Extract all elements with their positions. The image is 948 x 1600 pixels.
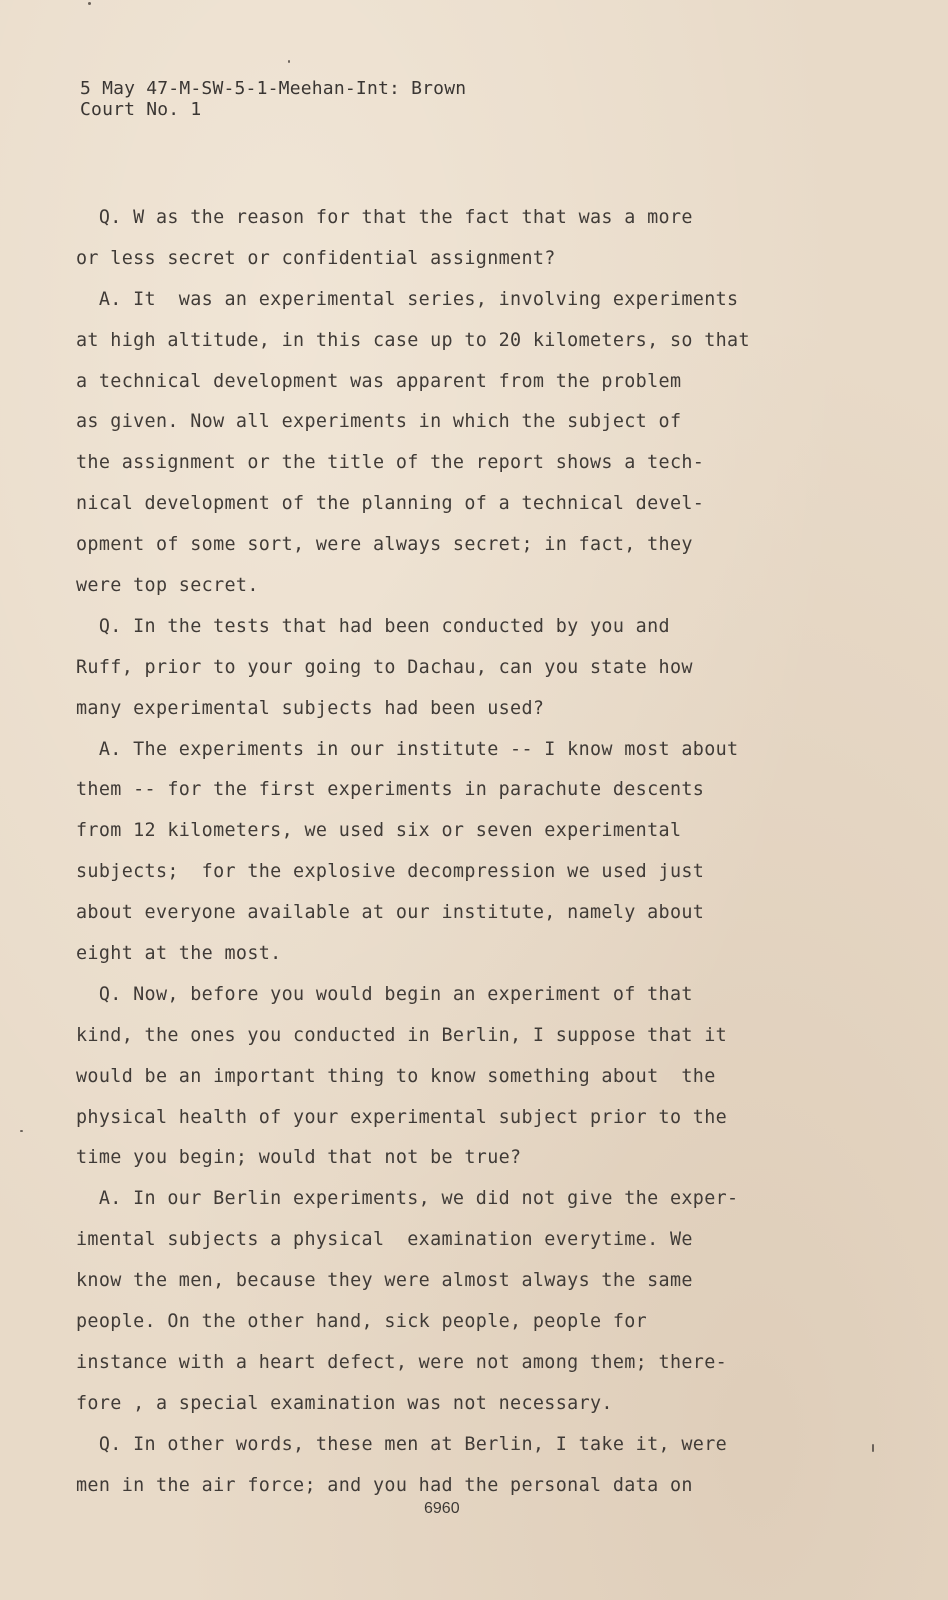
transcript-line: opment of some sort, were always secret; in fact, they bbox=[76, 534, 693, 556]
transcript-line: imental subjects a physical examination everytime. We bbox=[76, 1229, 693, 1251]
transcript-line: a technical development was apparent from the problem bbox=[76, 370, 682, 392]
header-court-line: Court No. 1 bbox=[80, 99, 202, 120]
paper-speck bbox=[20, 1130, 23, 1132]
transcript-line: nical development of the planning of a technical devel- bbox=[76, 493, 705, 515]
transcript-line: A. In our Berlin experiments, we did not give the exper- bbox=[76, 1188, 739, 1210]
transcript-line: time you begin; would that not be true? bbox=[76, 1147, 522, 1169]
transcript-line: as given. Now all experiments in which the subject of bbox=[76, 411, 682, 433]
transcript-line: Q. In the tests that had been conducted by you and bbox=[76, 615, 670, 637]
transcript-line: A. It was an experimental series, involving experiments bbox=[76, 288, 739, 310]
transcript-line: Q. W as the reason for that the fact that was a more bbox=[76, 207, 693, 228]
transcript-line: were top secret. bbox=[76, 575, 259, 597]
header-block bbox=[80, 78, 466, 120]
transcript-line: would be an important thing to know something about the bbox=[76, 1065, 716, 1087]
transcript-body bbox=[76, 198, 816, 1507]
transcript-line: Q. In other words, these men at Berlin, I take it, were bbox=[76, 1433, 728, 1455]
transcript-line: people. On the other hand, sick people, people for bbox=[76, 1311, 648, 1333]
transcript-line: kind, the ones you conducted in Berlin, I suppose that it bbox=[76, 1024, 728, 1046]
transcript-line: them -- for the first experiments in parachute descents bbox=[76, 779, 705, 801]
paper-speck bbox=[288, 60, 290, 63]
transcript-line: Q. Now, before you would begin an experiment of that bbox=[76, 983, 693, 1005]
transcript-line: about everyone available at our institute, namely about bbox=[76, 902, 705, 924]
transcript-line: men in the air force; and you had the personal data on bbox=[76, 1474, 693, 1496]
transcript-line: physical health of your experimental subject prior to the bbox=[76, 1106, 728, 1128]
transcript-line: fore , a special examination was not necessary. bbox=[76, 1392, 613, 1414]
transcript-line: or less secret or confidential assignment? bbox=[76, 247, 556, 269]
paper-speck bbox=[88, 2, 91, 5]
transcript-line: many experimental subjects had been used? bbox=[76, 697, 545, 719]
transcript-line: instance with a heart defect, were not among them; there- bbox=[76, 1351, 728, 1373]
header-case-line: 5 May 47-M-SW-5-1-Meehan-Int: Brown bbox=[80, 78, 467, 99]
page-number: 6960 bbox=[424, 1500, 460, 1517]
transcript-line: the assignment or the title of the report shows a tech- bbox=[76, 452, 705, 474]
transcript-line: Ruff, prior to your going to Dachau, can you state how bbox=[76, 656, 693, 678]
transcript-line: at high altitude, in this case up to 20 kilometers, so that bbox=[76, 329, 750, 351]
transcript-line: eight at the most. bbox=[76, 943, 282, 965]
transcript-line: A. The experiments in our institute -- I know most about bbox=[76, 738, 739, 760]
transcript-line: subjects; for the explosive decompression we used just bbox=[76, 861, 705, 883]
transcript-line: know the men, because they were almost always the same bbox=[76, 1270, 693, 1292]
paper-speck bbox=[872, 1444, 874, 1452]
transcript-line: from 12 kilometers, we used six or seven experimental bbox=[76, 820, 682, 842]
